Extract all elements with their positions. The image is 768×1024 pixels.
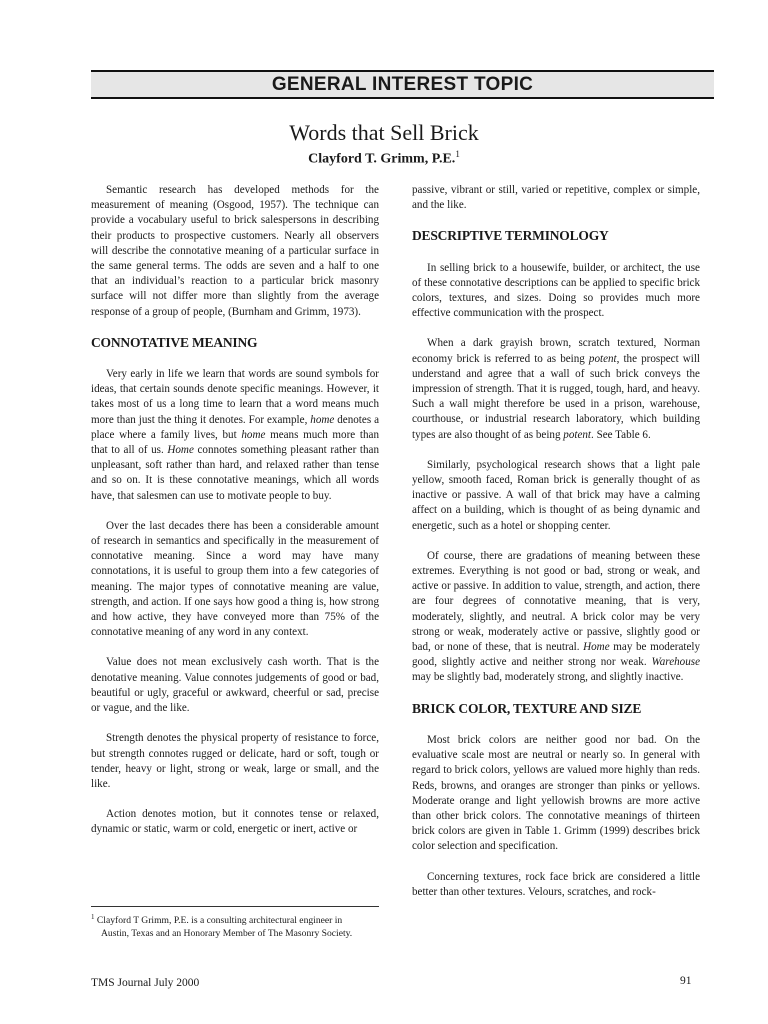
footnote-text-continued: Austin, Texas and an Honorary Member of The Masonry Society. bbox=[101, 928, 353, 940]
section-banner: GENERAL INTEREST TOPIC bbox=[91, 70, 714, 99]
heading-descriptive-terminology: DESCRIPTIVE TERMINOLOGY bbox=[412, 228, 609, 244]
paragraph: In selling brick to a housewife, builder, or architect, the use of these connotative descriptions can be applied to specific brick colors, textures, and sizes. Doing so provides much more effective communication with the prospect. bbox=[412, 261, 700, 320]
paragraph: Over the last decades there has been a considerable amount of research in semantics and specifically in the measurement of connotative meaning. Since a word may have many connotations, it is useful to group them into a few categories of meaning. The major types of connotative meaning are value, strength, and action. If one says how good a thing is, how strong and how active, they have conveyed more than 75% of the connotative meaning of any word in any context. bbox=[91, 519, 379, 639]
paragraph: Strength denotes the physical property of resistance to force, but strength connotes rugged or delicate, hard or soft, tough or tender, heavy or light, strong or weak, large or small, and the like. bbox=[91, 732, 379, 790]
paragraph: Semantic research has developed methods for the measurement of meaning (Osgood, 1957). The technique can provide a vocabulary useful to brick salespersons in describing their products to prospective customers. Nearly all observers will describe the connotative meaning of a particular surface in the same general terms. The odds are seven and a half to one that an individual’s reaction to a particular brick masonry surface will not differ more than slightly from the average response of a group of people, (Burnham and Grimm, 1973). bbox=[91, 184, 379, 318]
journal-footer: TMS Journal July 2000 bbox=[91, 977, 200, 989]
author-footnote-mark: 1 bbox=[455, 149, 460, 159]
paragraph: Concerning textures, rock face brick are considered a little better than other textures. Velours, scratches, and rock- bbox=[412, 870, 700, 898]
heading-connotative-meaning: CONNOTATIVE MEANING bbox=[91, 334, 258, 350]
paragraph: Very early in life we learn that words are sound symbols for ideas, that certain sounds denote specific meanings. However, it takes most of us a long time to learn that a word means much more than just the thing it denotes. For example, home denotes a place where a family lives, but home means much more than that to all of us. Home connotes something pleasant rather than unpleasant, soft rather than hard, and relaxed rather than tense and so on. It is these connotative meanings, which all words have, that salesmen can use to motivate people to buy. bbox=[91, 368, 379, 502]
paragraph: Most brick colors are neither good nor bad. On the evaluative scale most are neutral or nearly so. In general with regard to brick colors, yellows are valued more highly than reds. Reds, browns, and oranges are stronger than pinks or yellows. Moderate orange and light yellowish browns are more active than other brick colors. The connotative meanings of thirteen brick colors are given in Table 1. Grimm (1999) describes brick color selection and specification. bbox=[412, 733, 700, 853]
left-column bbox=[91, 183, 379, 853]
paragraph: When a dark grayish brown, scratch textured, Norman economy brick is referred to as being potent, the prospect will understand and agree that a wall of such brick conveys the impression of strength. That it is rugged, tough, hard, and heavy. Such a wall might therefore be used in a prison, warehouse, courthouse, or industrial research laboratory, which building types are also thought of as being potent. See Table 6. bbox=[412, 337, 700, 441]
footnote bbox=[91, 906, 379, 940]
paragraph: Action denotes motion, but it connotes tense or relaxed, dynamic or static, warm or cold, energetic or inert, active or bbox=[91, 808, 379, 836]
page-number: 91 bbox=[680, 975, 692, 987]
paragraph: Similarly, psychological research shows that a light pale yellow, smooth faced, Roman brick is generally thought of as inactive or passive. A wall of that brick may have a calming affect on a building, which is thought of as being dynamic and energetic, such as a hotel or shopping center. bbox=[412, 458, 700, 532]
paragraph: passive, vibrant or still, varied or repetitive, complex or simple, and the like. bbox=[412, 184, 700, 212]
author-name: Clayford T. Grimm, P.E. bbox=[308, 151, 456, 167]
footnote-text: Clayford T Grimm, P.E. is a consulting architectural engineer in bbox=[94, 915, 343, 927]
right-column bbox=[412, 183, 700, 915]
author-line bbox=[0, 149, 768, 168]
paragraph: Of course, there are gradations of meaning between these extremes. Everything is not good or bad, strong or weak, and active or passive. In addition to value, strength, and action, there are four degrees of connotative meaning, that is very, moderately, slightly, and neutral. A brick color may be very strong or weak, moderately active or passive, slightly good or bad, or none of these, that is neutral. Home may be moderately good, slightly active and neither strong nor weak. Warehouse may be slightly bad, moderately strong, and slightly inactive. bbox=[412, 549, 701, 684]
footnote-mark: 1 bbox=[91, 913, 95, 921]
article-title: Words that Sell Brick bbox=[289, 120, 479, 145]
paragraph: Value does not mean exclusively cash worth. That is the denotative meaning. Value connotes judgements of good or bad, beautiful or ugly, graceful or awkward, cheerful or sad, precise or vague, and the like. bbox=[91, 656, 379, 715]
heading-brick-color-texture-size: BRICK COLOR, TEXTURE AND SIZE bbox=[412, 700, 642, 716]
